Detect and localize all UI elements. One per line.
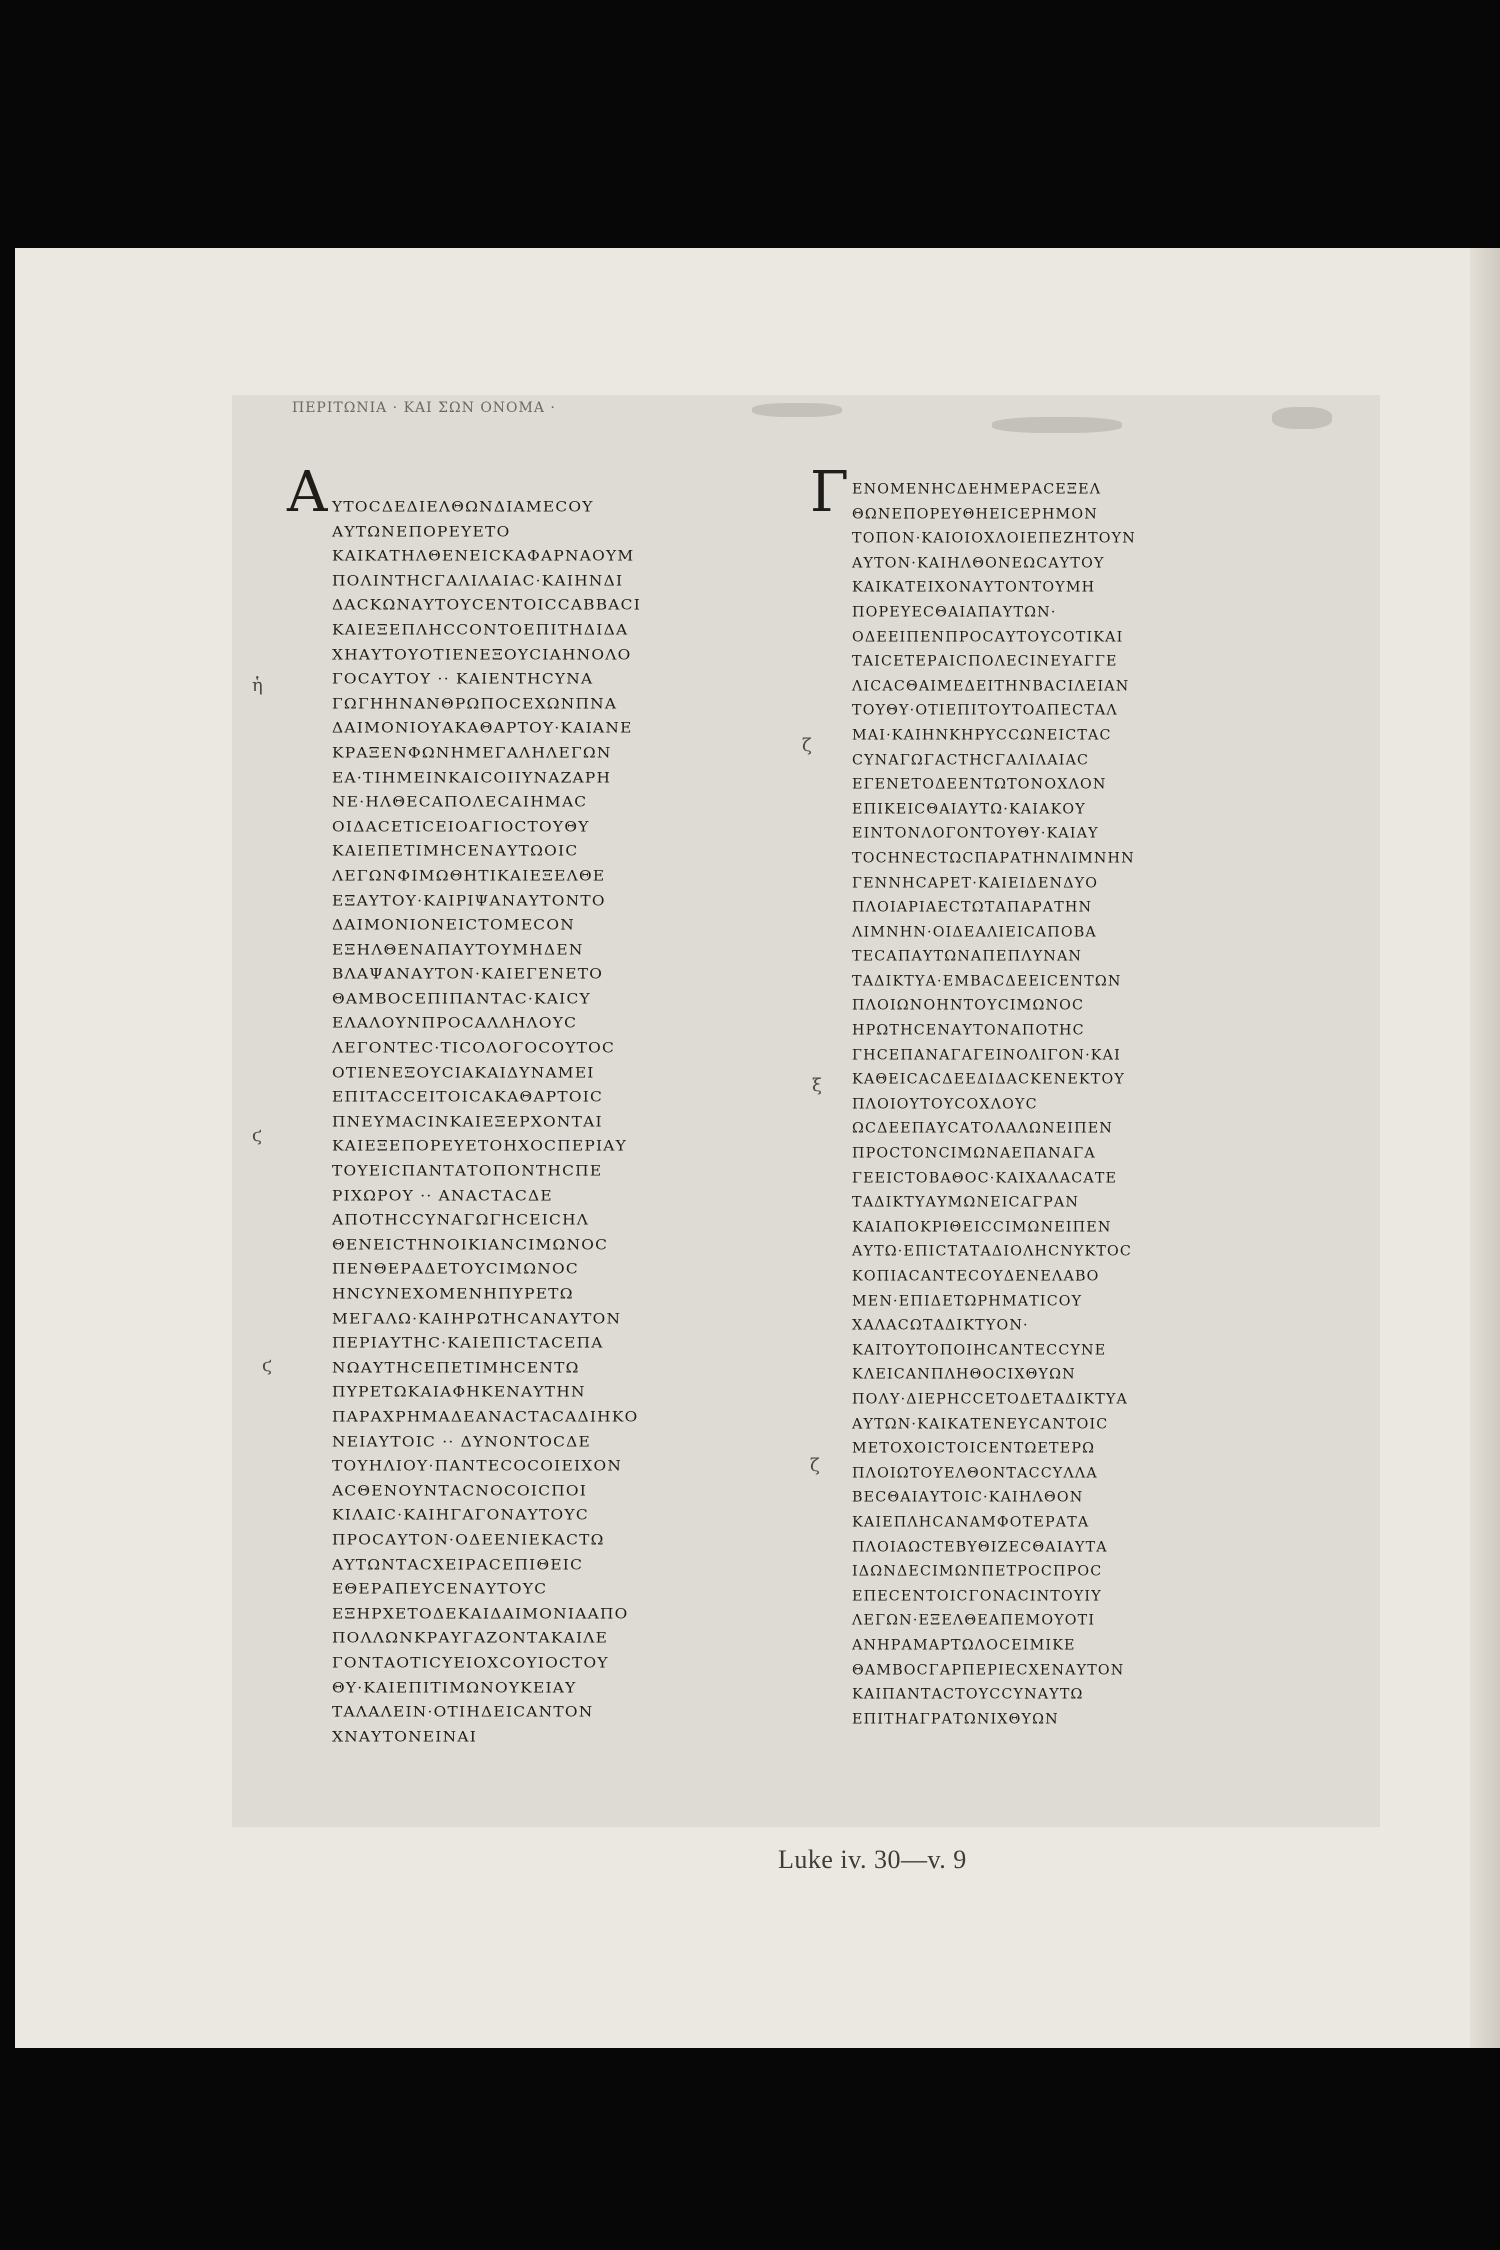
manuscript-line: ΜΑΙ·ΚΑΙΗΝΚΗΡΥCCΩΝΕΙCΤΑC bbox=[852, 726, 1112, 743]
manuscript-line: ΓΩΓΗΗΝΑΝΘΡΩΠΟCΕΧΩΝΠΝΑ bbox=[332, 695, 618, 712]
manuscript-line: ΚΑΘΕΙCΑCΔΕΕΔΙΔΑCΚΕΝΕΚΤΟΥ bbox=[852, 1070, 1125, 1087]
manuscript-line: ΛΕΓΩΝΦΙΜΩΘΗΤΙΚΑΙΕΞΕΛΘΕ bbox=[332, 867, 606, 884]
manuscript-line: ΓΕΕΙCΤΟΒΑΘΟC·ΚΑΙΧΑΛΑCΑΤΕ bbox=[852, 1169, 1118, 1186]
manuscript-line: ΕΠΕCΕΝΤΟΙCΓΟΝΑCΙΝΤΟΥΙΥ bbox=[852, 1587, 1102, 1604]
manuscript-line: ΠΝΕΥΜΑCΙΝΚΑΙΕΞΕΡΧΟΝΤΑΙ bbox=[332, 1113, 603, 1130]
manuscript-line: ΚΑΙΕΞΕΠΟΡΕΥΕΤΟΗΧΟCΠΕΡΙΑΥ bbox=[332, 1137, 628, 1155]
manuscript-line: ΑΥΤΟΝ·ΚΑΙΗΛΘΟΝΕΩCΑΥΤΟΥ bbox=[852, 554, 1105, 571]
manuscript-line: ΚΑΙΕΠΛΗCΑΝΑΜΦΟΤΕΡΑΤΑ bbox=[852, 1513, 1090, 1530]
manuscript-line: ΕΛΑΛΟΥΝΠΡΟCΑΛΛΗΛΟΥC bbox=[332, 1015, 578, 1032]
manuscript-line: ΕΠΙΚΕΙCΘΑΙΑΥΤΩ·ΚΑΙΑΚΟΥ bbox=[852, 800, 1086, 817]
manuscript-line: ΕΙΝΤΟΝΛΟΓΟΝΤΟΥΘΥ·ΚΑΙΑΥ bbox=[852, 824, 1099, 842]
manuscript-line: ΕΘΕΡΑΠΕΥCΕΝΑΥΤΟΥC bbox=[332, 1580, 548, 1597]
manuscript-line: ΜΕΤΟΧΟΙCΤΟΙCΕΝΤΩΕΤΕΡΩ bbox=[852, 1439, 1096, 1456]
manuscript-line: ΑΠΟΤΗCCΥΝΑΓΩΓΗCΕΙCΗΛ bbox=[332, 1211, 590, 1228]
plate-caption: Luke iv. 30—v. 9 bbox=[778, 1845, 967, 1874]
manuscript-line: ΚΑΙΕΞΕΠΛΗCCΟΝΤΟΕΠΙΤΗΔΙΔΑ bbox=[332, 621, 629, 638]
manuscript-line: ΔΑΙΜΟΝΙΟΝΕΙCΤΟΜΕCΟΝ bbox=[332, 916, 575, 933]
manuscript-line: ΠΛΟΙΟΥΤΟΥCΟΧΛΟΥC bbox=[852, 1095, 1038, 1112]
manuscript-line: ΚΑΙΠΑΝΤΑCΤΟΥCCΥΝΑΥΤΩ bbox=[852, 1685, 1084, 1702]
manuscript-line: ΠΕΡΙΑΥΤΗC·ΚΑΙΕΠΙCΤΑCΕΠΑ bbox=[332, 1334, 604, 1351]
manuscript-line: ΜΕΝ·ΕΠΙΔΕΤΩΡΗΜΑΤΙCΟΥ bbox=[852, 1292, 1083, 1309]
manuscript-line: ΕΑ·ΤΙΗΜΕΙΝΚΑΙCΟΙΙΥΝΑΖΑΡΗ bbox=[332, 769, 612, 786]
manuscript-line: ΚΑΙΚΑΤΗΛΘΕΝΕΙCΚΑΦΑΡΝΑΟΥΜ bbox=[332, 547, 635, 564]
manuscript-line: ΠΛΟΙΑΡΙΑΕCΤΩΤΑΠΑΡΑΤΗΝ bbox=[852, 898, 1093, 915]
right-text-column bbox=[852, 477, 1380, 1731]
manuscript-line: ΤΑΔΙΚΤΥΑ·ΕΜΒΑCΔΕΕΙCΕΝΤΩΝ bbox=[852, 972, 1122, 989]
manuscript-line: ΧΗΑΥΤΟΥΟΤΙΕΝΕΞΟΥCΙΑΗΝΟΛΟ bbox=[332, 646, 632, 663]
manuscript-line: ΘΑΜΒΟCΕΠΙΠΑΝΤΑC·ΚΑΙCΥ bbox=[332, 990, 591, 1007]
margin-note: ἡ bbox=[252, 675, 263, 696]
manuscript-line: ΑΥΤΩΝΤΑCΧΕΙΡΑCΕΠΙΘΕΙC bbox=[332, 1556, 584, 1573]
manuscript-line: ΚΑΙΑΠΟΚΡΙΘΕΙCCΙΜΩΝΕΙΠΕΝ bbox=[852, 1218, 1112, 1235]
manuscript-line: ΥΤΟCΔΕΔΙΕΛΘΩΝΔΙΑΜΕCΟΥ bbox=[332, 498, 594, 515]
manuscript-line: ΛΕΓΩΝ·ΕΞΕΛΘΕΑΠΕΜΟΥΟΤΙ bbox=[852, 1611, 1096, 1629]
manuscript-line: ΔΑΙΜΟΝΙΟΥΑΚΑΘΑΡΤΟΥ·ΚΑΙΑΝΕ bbox=[332, 719, 633, 737]
manuscript-line: ΡΙΧΩΡΟΥ ·· ΑΝΑCΤΑCΔΕ bbox=[332, 1187, 553, 1204]
manuscript-line: ΤΟCΗΝΕCΤΩCΠΑΡΑΤΗΝΛΙΜΝΗΝ bbox=[852, 849, 1135, 866]
manuscript-line: ΑΥΤΩ·ΕΠΙCΤΑΤΑΔΙΟΛΗCΝΥΚΤΟC bbox=[852, 1242, 1133, 1260]
manuscript-line: ΤΟΥΘΥ·ΟΤΙΕΠΙΤΟΥΤΟΑΠΕCΤΑΛ bbox=[852, 701, 1118, 719]
manuscript-line: ΠΡΟCΤΟΝCΙΜΩΝΑΕΠΑΝΑΓΑ bbox=[852, 1144, 1096, 1161]
margin-note: ζ bbox=[810, 1455, 820, 1476]
manuscript-line: ΚΑΙΚΑΤΕΙΧΟΝΑΥΤΟΝΤΟΥΜΗ bbox=[852, 578, 1096, 596]
manuscript-line: ΕΓΕΝΕΤΟΔΕΕΝΤΩΤΟΝΟΧΛΟΝ bbox=[852, 775, 1107, 792]
manuscript-line: ΘΑΜΒΟCΓΑΡΠΕΡΙΕCΧΕΝΑΥΤΟΝ bbox=[852, 1661, 1125, 1678]
manuscript-line: ΓΕΝΝΗCΑΡΕΤ·ΚΑΙΕΙΔΕΝΔΥΟ bbox=[852, 874, 1099, 891]
manuscript-line: ΠΟΡΕΥΕCΘΑΙΑΠΑΥΤΩΝ· bbox=[852, 603, 1057, 620]
manuscript-line: ΕΠΙΤΑCCΕΙΤΟΙCΑΚΑΘΑΡΤΟΙC bbox=[332, 1088, 604, 1105]
manuscript-line: ΜΕΓΑΛΩ·ΚΑΙΗΡΩΤΗCΑΝΑΥΤΟΝ bbox=[332, 1310, 622, 1327]
manuscript-line: ΠΑΡΑΧΡΗΜΑΔΕΑΝΑCΤΑCΑΔΙΗΚΟ bbox=[332, 1408, 639, 1425]
manuscript-line: ΙΔΩΝΔΕCΙΜΩΝΠΕΤΡΟCΠΡΟC bbox=[852, 1562, 1103, 1579]
manuscript-line: ΤΑΙCΕΤΕΡΑΙCΠΟΛΕCΙΝΕΥΑΓΓΕ bbox=[852, 652, 1118, 669]
stain bbox=[992, 417, 1122, 433]
manuscript-line: ΠΥΡΕΤΩΚΑΙΑΦΗΚΕΝΑΥΤΗΝ bbox=[332, 1383, 586, 1401]
margin-note: ζ bbox=[802, 735, 812, 756]
manuscript-line: ΗΝCΥΝΕΧΟΜΕΝΗΠΥΡΕΤΩ bbox=[332, 1285, 574, 1302]
manuscript-line: ΓΟCΑΥΤΟΥ ·· ΚΑΙΕΝΤΗCΥΝΑ bbox=[332, 670, 594, 687]
manuscript-line: ΤΕCΑΠΑΥΤΩΝΑΠΕΠΛΥΝΑΝ bbox=[852, 947, 1083, 964]
manuscript-line: ΟΤΙΕΝΕΞΟΥCΙΑΚΑΙΔΥΝΑΜΕΙ bbox=[332, 1064, 595, 1081]
stain bbox=[752, 403, 842, 417]
manuscript-line: ΛΕΓΟΝΤΕC·ΤΙCΟΛΟΓΟCΟΥΤΟC bbox=[332, 1039, 616, 1056]
manuscript-line: ΤΑΔΙΚΤΥΑΥΜΩΝΕΙCΑΓΡΑΝ bbox=[852, 1193, 1080, 1210]
manuscript-line: ΑCΘΕΝΟΥΝΤΑCΝΟCΟΙCΠΟΙ bbox=[332, 1482, 588, 1499]
manuscript-line: ΕΠΙΤΗΑΓΡΑΤΩΝΙΧΘΥΩΝ bbox=[852, 1710, 1059, 1727]
manuscript-line: ΑΥΤΩΝ·ΚΑΙΚΑΤΕΝΕΥCΑΝΤΟΙC bbox=[852, 1415, 1109, 1432]
faded-header-strip: ΠΕΡΙΤΩΝΙΑ · ΚΑΙ ΣΩΝ ΟΝΟΜΑ · bbox=[292, 400, 556, 416]
manuscript-line: CΥΝΑΓΩΓΑCΤΗCΓΑΛΙΛΑΙΑC bbox=[852, 751, 1090, 768]
manuscript-line: ΝΕ·ΗΛΘΕCΑΠΟΛΕCΑΙΗΜΑC bbox=[332, 793, 588, 810]
manuscript-line: ΠΟΛΥ·ΔΙΕΡΗCCΕΤΟΔΕΤΑΔΙΚΤΥΑ bbox=[852, 1390, 1129, 1407]
margin-note: ϛ bbox=[252, 1125, 263, 1146]
manuscript-line: ΚΙΛΑΙC·ΚΑΙΗΓΑΓΟΝΑΥΤΟΥC bbox=[332, 1506, 589, 1524]
manuscript-line: ΚΛΕΙCΑΝΠΛΗΘΟCΙΧΘΥΩΝ bbox=[852, 1365, 1076, 1383]
manuscript-line: ΚΡΑΞΕΝΦΩΝΗΜΕΓΑΛΗΛΕΓΩΝ bbox=[332, 744, 612, 761]
manuscript-line: ΗΡΩΤΗCΕΝΑΥΤΟΝΑΠΟΤΗC bbox=[852, 1021, 1085, 1038]
manuscript-line: ΧΑΛΑCΩΤΑΔΙΚΤΥΟΝ· bbox=[852, 1316, 1029, 1333]
manuscript-line: ΤΟΥΕΙCΠΑΝΤΑΤΟΠΟΝΤΗCΠΕ bbox=[332, 1162, 603, 1179]
manuscript-line: ΠΟΛΛΩΝΚΡΑΥΓΑΖΟΝΤΑΚΑΙΛΕ bbox=[332, 1629, 609, 1647]
manuscript-line: ΕΞΗΛΘΕΝΑΠΑΥΤΟΥΜΗΔΕΝ bbox=[332, 941, 584, 958]
manuscript-line: ΠΡΟCΑΥΤΟΝ·ΟΔΕΕΝΙΕΚΑCΤΩ bbox=[332, 1531, 605, 1548]
manuscript-line: ΑΥΤΩΝΕΠΟΡΕΥΕΤΟ bbox=[332, 523, 511, 540]
manuscript-line: ΛΙΜΝΗΝ·ΟΙΔΕΑΛΙΕΙCΑΠΟΒΑ bbox=[852, 923, 1097, 940]
manuscript-line: ΘΕΝΕΙCΤΗΝΟΙΚΙΑΝCΙΜΩΝΟC bbox=[332, 1236, 609, 1253]
manuscript-line: ΠΛΟΙΩΤΟΥΕΛΘΟΝΤΑCCΥΛΛΑ bbox=[852, 1464, 1098, 1481]
manuscript-line: ΕΞΗΡΧΕΤΟΔΕΚΑΙΔΑΙΜΟΝΙΑΑΠΟ bbox=[332, 1605, 629, 1622]
manuscript-line: ΤΑΛΑΛΕΙΝ·ΟΤΙΗΔΕΙCΑΝΤΟΝ bbox=[332, 1703, 594, 1720]
manuscript-line: ΠΕΝΘΕΡΑΔΕΤΟΥCΙΜΩΝΟC bbox=[332, 1260, 579, 1278]
manuscript-line: ΓΟΝΤΑΟΤΙCΥΕΙΟΧCΟΥΙΟCΤΟΥ bbox=[332, 1654, 609, 1671]
manuscript-line: ΕΝΟΜΕΝΗCΔΕΗΜΕΡΑCΕΞΕΛ bbox=[852, 480, 1102, 497]
manuscript-line: ΛΙCΑCΘΑΙΜΕΔΕΙΤΗΝΒΑCΙΛΕΙΑΝ bbox=[852, 677, 1130, 694]
stain bbox=[1272, 407, 1332, 429]
manuscript-line: ΝΩΑΥΤΗCΕΠΕΤΙΜΗCΕΝΤΩ bbox=[332, 1359, 580, 1376]
manuscript-line: ΠΛΟΙΩΝΟΗΝΤΟΥCΙΜΩΝΟC bbox=[852, 997, 1085, 1014]
manuscript-line: ΘΥ·ΚΑΙΕΠΙΤΙΜΩΝΟΥΚΕΙΑΥ bbox=[332, 1679, 577, 1696]
manuscript-line: ΓΗCΕΠΑΝΑΓΑΓΕΙΝΟΛΙΓΟΝ·ΚΑΙ bbox=[852, 1046, 1121, 1063]
manuscript-line: ΤΟΥΗΛΙΟΥ·ΠΑΝΤΕCΟCΟΙΕΙΧΟΝ bbox=[332, 1457, 623, 1474]
manuscript-line: ΩCΔΕΕΠΑΥCΑΤΟΛΑΛΩΝΕΙΠΕΝ bbox=[852, 1119, 1113, 1137]
manuscript-line: ΚΟΠΙΑCΑΝΤΕCΟΥΔΕΝΕΛΑΒΟ bbox=[852, 1267, 1100, 1284]
left-text-column bbox=[332, 495, 852, 1749]
manuscript-line: ΧΝΑΥΤΟΝΕΙΝΑΙ bbox=[332, 1728, 478, 1745]
manuscript-line: ΟΔΕΕΙΠΕΝΠΡΟCΑΥΤΟΥCΟΤΙΚΑΙ bbox=[852, 628, 1124, 645]
manuscript-line: ΕΞΑΥΤΟΥ·ΚΑΙΡΙΨΑΝΑΥΤΟΝΤΟ bbox=[332, 892, 606, 909]
manuscript-line: ΔΑCΚΩΝΑΥΤΟΥCΕΝΤΟΙCCΑΒΒΑCΙ bbox=[332, 596, 642, 614]
manuscript-line: ΚΑΙΤΟΥΤΟΠΟΙΗCΑΝΤΕCCΥΝΕ bbox=[852, 1341, 1107, 1358]
margin-note: ξ bbox=[812, 1075, 822, 1096]
manuscript-line: ΒΛΑΨΑΝΑΥΤΟΝ·ΚΑΙΕΓΕΝΕΤΟ bbox=[332, 965, 604, 982]
manuscript-line: ΠΛΟΙΑΩCΤΕΒΥΘΙΖΕCΘΑΙΑΥΤΑ bbox=[852, 1538, 1108, 1555]
manuscript-line: ΝΕΙΑΥΤΟΙC ·· ΔΥΝΟΝΤΟCΔΕ bbox=[332, 1433, 591, 1450]
manuscript-line: ΑΝΗΡΑΜΑΡΤΩΛΟCΕΙΜΙΚΕ bbox=[852, 1636, 1076, 1653]
manuscript-line: ΟΙΔΑCΕΤΙCΕΙΟΑΓΙΟCΤΟΥΘΥ bbox=[332, 818, 590, 835]
manuscript-line: ΒΕCΘΑΙΑΥΤΟΙC·ΚΑΙΗΛΘΟΝ bbox=[852, 1488, 1084, 1506]
manuscript-line: ΠΟΛΙΝΤΗCΓΑΛΙΛΑΙΑC·ΚΑΙΗΝΔΙ bbox=[332, 572, 624, 589]
manuscript-plate bbox=[232, 395, 1380, 1827]
left-initial-letter: Α bbox=[287, 460, 328, 525]
right-initial-letter: Γ bbox=[810, 460, 849, 525]
margin-note: ϛ bbox=[262, 1355, 273, 1376]
page-edge bbox=[1470, 248, 1500, 2048]
manuscript-line: ΘΩΝΕΠΟΡΕΥΘΗΕΙCΕΡΗΜΟΝ bbox=[852, 505, 1098, 522]
manuscript-line: ΚΑΙΕΠΕΤΙΜΗCΕΝΑΥΤΩΟΙC bbox=[332, 842, 579, 860]
manuscript-line: ΤΟΠΟΝ·ΚΑΙΟΙΟΧΛΟΙΕΠΕΖΗΤΟΥΝ bbox=[852, 529, 1136, 546]
